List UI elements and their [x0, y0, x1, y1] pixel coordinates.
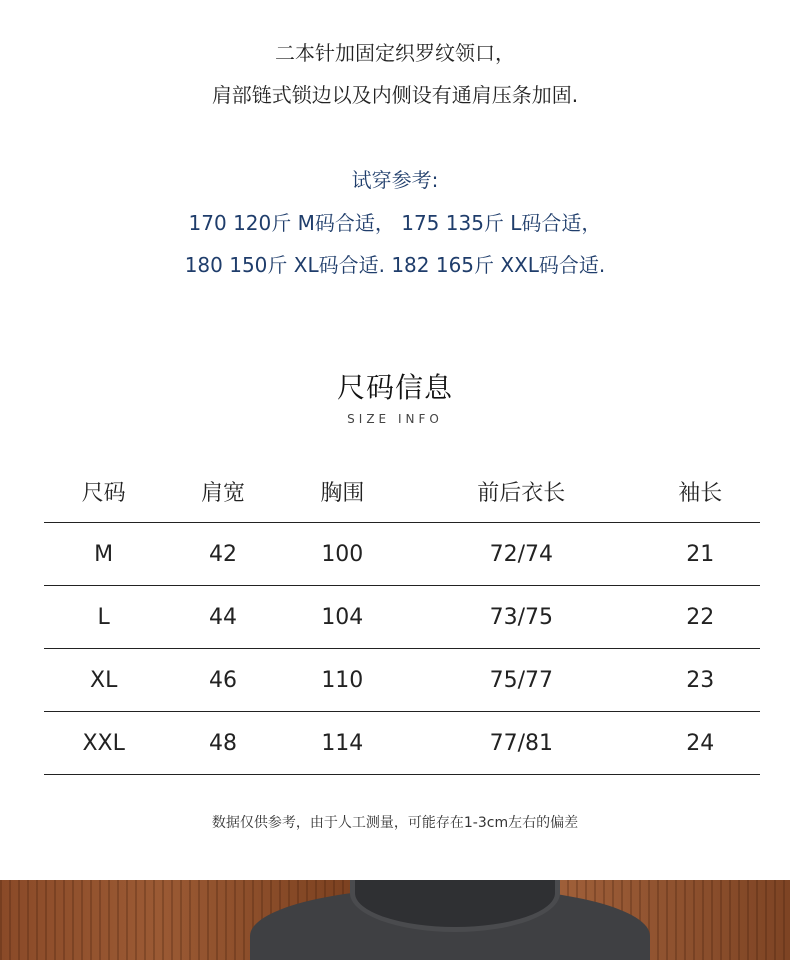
size-table: [44, 460, 760, 775]
cell-chest: 114: [283, 712, 402, 775]
cell-chest: 104: [283, 586, 402, 649]
size-info-subtitle: SIZE INFO: [347, 412, 443, 426]
intro-line-1: 二本针加固定织罗纹领口，: [275, 41, 515, 65]
cell-length: 73/75: [402, 586, 641, 649]
intro-line-2: 肩部链式锁边以及内侧设有通肩压条加固.: [211, 83, 579, 107]
header-chest: 胸围: [320, 480, 365, 506]
cell-chest: 100: [283, 523, 402, 586]
cell-shoulder: 44: [163, 586, 282, 649]
header-length: 前后衣长: [477, 480, 566, 506]
fit-reference: [0, 160, 790, 286]
cell-sleeve: 21: [641, 523, 760, 586]
cell-length: 75/77: [402, 649, 641, 712]
header-size: 尺码: [81, 480, 126, 506]
measurement-note: 数据仅供参考，由于人工测量，可能存在1-3cm左右的偏差: [211, 815, 579, 831]
cell-shoulder: 48: [163, 712, 282, 775]
cell-sleeve: 24: [641, 712, 760, 775]
table-row: [44, 649, 760, 712]
cell-size: XXL: [44, 712, 163, 775]
cell-length: 72/74: [402, 523, 641, 586]
cell-sleeve: 22: [641, 586, 760, 649]
cell-size: M: [44, 523, 163, 586]
cell-size: L: [44, 586, 163, 649]
fit-reference-line-2: 180 150斤 XL码合适. 182 165斤 XXL码合适.: [184, 253, 606, 277]
table-row: [44, 586, 760, 649]
header-shoulder: 肩宽: [200, 480, 245, 506]
cell-size: XL: [44, 649, 163, 712]
size-table-header-row: [44, 460, 760, 523]
table-row: [44, 712, 760, 775]
table-row: [44, 523, 760, 586]
intro-description: [0, 32, 790, 116]
product-photo: [0, 880, 790, 960]
cell-shoulder: 42: [163, 523, 282, 586]
fit-reference-title: 试穿参考:: [351, 168, 439, 192]
header-sleeve: 袖长: [678, 480, 723, 506]
cell-shoulder: 46: [163, 649, 282, 712]
cell-length: 77/81: [402, 712, 641, 775]
cell-chest: 110: [283, 649, 402, 712]
fit-reference-line-1: 170 120斤 M码合适， 175 135斤 L码合适，: [188, 211, 602, 235]
cell-sleeve: 23: [641, 649, 760, 712]
size-info-header: [0, 366, 790, 426]
size-info-title: 尺码信息: [336, 371, 453, 404]
